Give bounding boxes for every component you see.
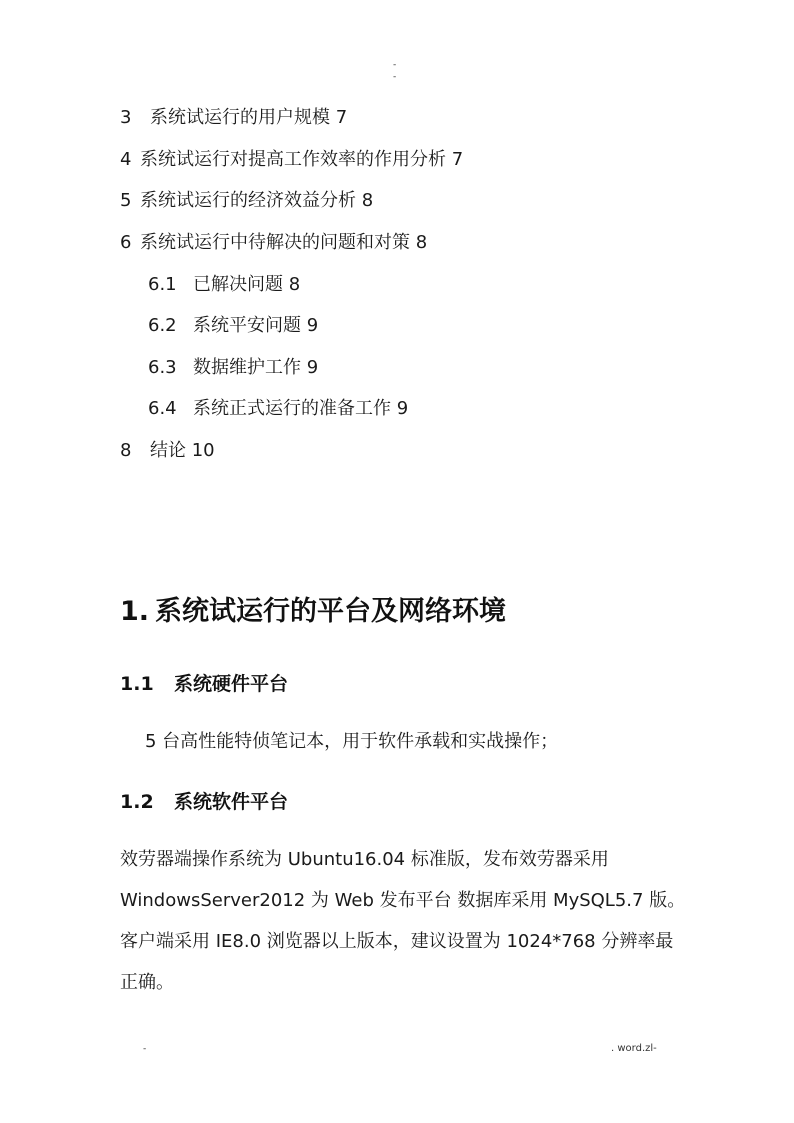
footer-watermark: . word.zl- (611, 1043, 657, 1054)
toc-entry-number: 4 (120, 149, 132, 170)
toc-entry-number: 6.3 (148, 357, 177, 378)
toc-entry-number: 5 (120, 190, 132, 211)
toc-entry-8[interactable] (120, 439, 215, 463)
section-1-heading (120, 594, 506, 630)
toc-entry-title: 系统试运行的用户规模 7 (150, 107, 348, 128)
toc-entry-number: 6.4 (148, 398, 177, 419)
toc-entry-title: 系统平安问题 9 (193, 315, 319, 336)
toc-entry-5[interactable] (120, 189, 373, 213)
toc-entry-3[interactable] (120, 106, 347, 130)
toc-entry-6[interactable] (120, 231, 427, 255)
toc-entry-number: 3 (120, 107, 132, 128)
toc-entry-number: 6.1 (148, 274, 177, 295)
toc-entry-title: 数据维护工作 9 (193, 357, 319, 378)
toc-entry-title: 系统试运行中待解决的问题和对策 8 (140, 232, 428, 253)
section-1-1-body: 5 台高性能特侦笔记本，用于软件承载和实战操作； (145, 731, 559, 752)
toc-entry-number: 8 (120, 440, 132, 461)
section-1-2-body-line-1: 效劳器端操作系统为 Ubuntu16.04 标准版，发布效劳器采用 (120, 849, 609, 870)
toc-entry-4[interactable] (120, 148, 463, 172)
toc-entry-number: 6.2 (148, 315, 177, 336)
header-mark-top: - (393, 60, 397, 70)
toc-entry-title: 系统试运行对提高工作效率的作用分析 7 (140, 149, 464, 170)
section-1-2-body-line-2: WindowsServer2012 为 Web 发布平台 数据库采用 MySQL5.7 版。 (120, 890, 686, 911)
toc-entry-title: 已解决问题 8 (193, 274, 301, 295)
toc-entry-title: 系统试运行的经济效益分析 8 (140, 190, 374, 211)
section-1-1-heading (120, 671, 288, 697)
toc-entry-6-1[interactable] (148, 273, 300, 297)
section-1-2-heading (120, 789, 288, 815)
toc-entry-title: 系统正式运行的准备工作 9 (193, 398, 409, 419)
section-1-1-title: 系统硬件平台 (174, 673, 289, 695)
header-mark-bottom: - (393, 72, 397, 82)
footer-left-mark: - (143, 1044, 147, 1054)
section-1-title: 系统试运行的平台及网络环境 (155, 596, 507, 627)
section-1-2-body-line-4: 正确。 (120, 972, 174, 993)
section-1-1-number: 1.1 (120, 673, 154, 695)
section-1-2-number: 1.2 (120, 791, 154, 813)
toc-entry-number: 6 (120, 232, 132, 253)
section-1-number: 1. (120, 596, 150, 627)
section-1-2-title: 系统软件平台 (174, 791, 289, 813)
toc-entry-6-3[interactable] (148, 356, 318, 380)
toc-entry-6-4[interactable] (148, 397, 408, 421)
toc-entry-6-2[interactable] (148, 314, 318, 338)
section-1-2-body-line-3: 客户端采用 IE8.0 浏览器以上版本，建议设置为 1024*768 分辨率最 (120, 931, 674, 952)
toc-entry-title: 结论 10 (150, 440, 215, 461)
